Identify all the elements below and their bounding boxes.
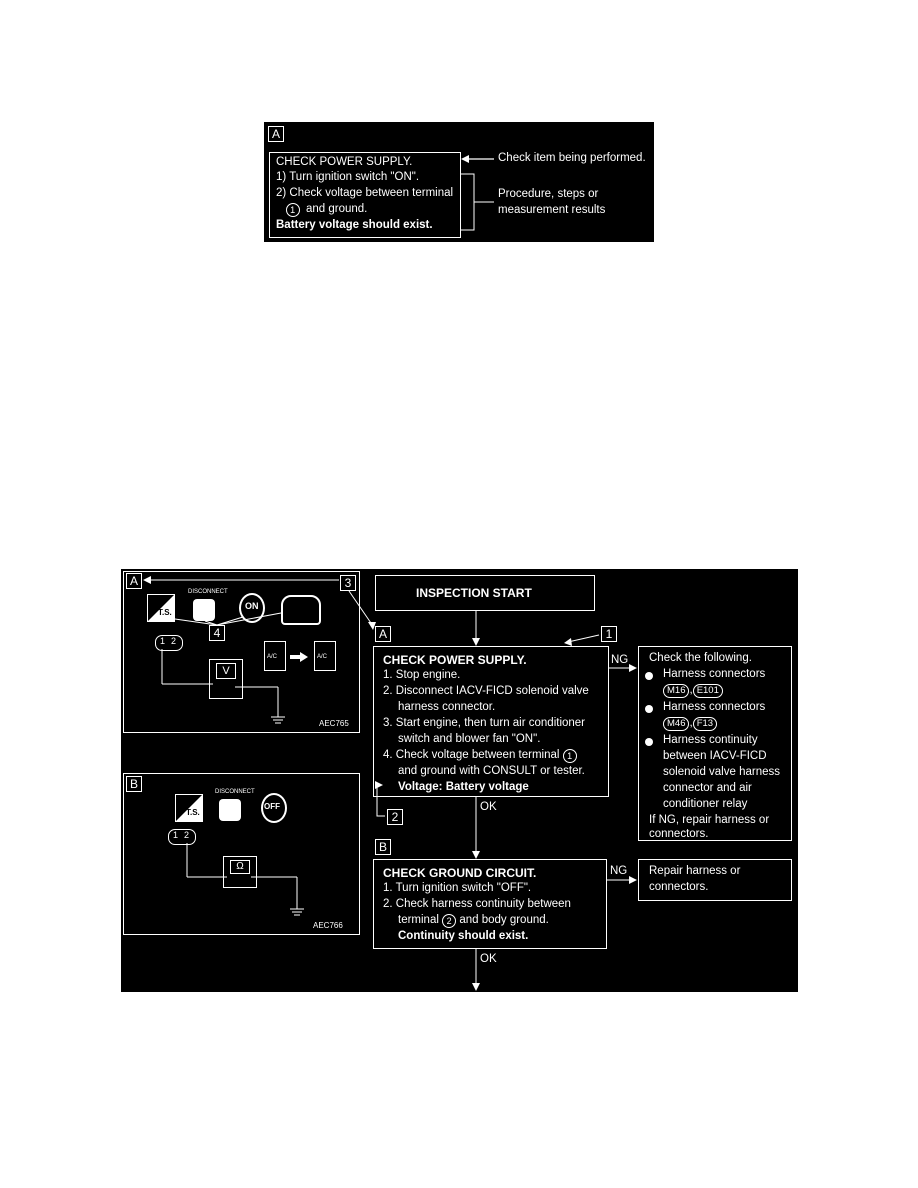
diagram-a-callout-3: 3 <box>340 575 356 591</box>
disconnect-label: DISCONNECT <box>215 789 255 795</box>
ng-a-bullet-3-line-5: conditioner relay <box>663 798 748 810</box>
step-a-2-continued: harness connector. <box>398 701 496 713</box>
legend-step-2: 2) Check voltage between terminal <box>276 187 454 199</box>
step-b-label: B <box>375 839 391 855</box>
inspection-start-label: INSPECTION START <box>416 586 532 600</box>
ts-icon: T.S. <box>175 794 203 822</box>
legend-result: Battery voltage should exist. <box>276 219 433 231</box>
step-a-title: CHECK POWER SUPPLY. <box>383 653 527 667</box>
step-b-result: Continuity should exist. <box>398 930 529 942</box>
connector-icon: 1 2 <box>168 829 196 845</box>
ng-a-repair-line-1: If NG, repair harness or <box>649 814 770 826</box>
ignition-key-off-icon: OFF <box>261 793 287 823</box>
disconnect-label: DISCONNECT <box>188 589 228 595</box>
diagram-a-label: A <box>126 573 142 589</box>
ng-a-connectors-1: M16 , E101 <box>663 684 723 698</box>
arrow-down-icon <box>472 851 480 859</box>
ng-a-connectors-2: M46 , F13 <box>663 717 717 731</box>
terminal-number-icon: 2 <box>442 914 456 928</box>
ts-icon: T.S. <box>147 594 175 622</box>
step-a-callout-2: 2 <box>387 809 403 825</box>
arrow-right-icon <box>629 876 637 884</box>
ng-label-b: NG <box>610 865 628 877</box>
arrow-right-icon <box>629 664 637 672</box>
ng-a-bullet-1: Harness connectors <box>663 668 766 680</box>
ng-a-bullet-3-line-4: connector and air <box>663 782 752 794</box>
annotation-procedure-line-2: measurement results <box>498 204 606 216</box>
legend-box-title: CHECK POWER SUPPLY. <box>276 156 413 168</box>
step-b-title: CHECK GROUND CIRCUIT. <box>383 866 537 880</box>
ng-a-repair-line-2: connectors. <box>649 828 709 840</box>
connector-m16-badge: M16 <box>663 684 689 698</box>
ng-a-bullet-3-line-3: solenoid valve harness <box>663 766 780 778</box>
arrow-down-icon <box>472 983 480 991</box>
ng-a-title: Check the following. <box>649 652 752 664</box>
voltmeter-icon: V <box>209 659 243 699</box>
diagram-a-callout-4: 4 <box>209 625 225 641</box>
connector-icon: 1 2 <box>155 635 183 651</box>
figure-code-b: AEC766 <box>313 921 343 930</box>
ng-a-bullet-3-line-1: Harness continuity <box>663 734 758 746</box>
flowchart-connectors <box>121 569 798 992</box>
ignition-key-on-icon: ON <box>239 593 265 623</box>
step-a-2: 2. Disconnect IACV-FICD solenoid valve <box>383 685 589 697</box>
arrow-down-icon <box>472 638 480 646</box>
legend-step-1: 1) Turn ignition switch "ON". <box>276 171 420 183</box>
connector-m46-badge: M46 <box>663 717 689 731</box>
ohmmeter-icon: Ω <box>223 856 257 888</box>
ok-label-a: OK <box>480 801 497 813</box>
step-b-1: 1. Turn ignition switch "OFF". <box>383 882 532 894</box>
ac-switch-on-icon: A/C <box>314 641 336 671</box>
step-b-2-continued: terminal 2 and body ground. <box>398 914 549 926</box>
terminal-number-icon: 1 <box>286 203 300 217</box>
step-b-2: 2. Check harness continuity between <box>383 898 571 910</box>
ng-a-bullet-3-line-2: between IACV-FICD <box>663 750 767 762</box>
step-a-3: 3. Start engine, then turn air conditioner <box>383 717 586 729</box>
step-a-3-continued: switch and blower fan "ON". <box>398 733 541 745</box>
step-a-4: 4. Check voltage between terminal 1 <box>383 749 577 763</box>
arrow-right-icon <box>375 781 383 789</box>
ng-label-a: NG <box>611 654 629 666</box>
arrow-down-icon <box>368 622 376 630</box>
diagram-b-label: B <box>126 776 142 792</box>
annotation-check-item: Check item being performed. <box>498 152 646 164</box>
step-a-label: A <box>375 626 391 642</box>
step-a-result: Voltage: Battery voltage <box>398 781 529 793</box>
legend-arrows <box>264 122 654 242</box>
connector-e101-badge: E101 <box>693 684 723 698</box>
annotation-procedure <box>498 186 605 218</box>
legend-step-2-tail: and ground. <box>305 203 368 215</box>
ng-b-line-1: Repair harness or <box>649 865 741 877</box>
arrow-left-icon <box>461 155 469 163</box>
step-a-4-continued: and ground with CONSULT or tester. <box>398 765 585 777</box>
arrow-left-icon <box>564 638 572 646</box>
ok-label-b: OK <box>480 953 497 965</box>
connector-f13-badge: F13 <box>693 717 717 731</box>
terminal-number-icon: 1 <box>563 749 577 763</box>
legend-label-a: A <box>268 126 284 142</box>
legend-figure <box>264 122 654 242</box>
figure-code-a: AEC765 <box>319 719 349 728</box>
diagnostic-figure <box>121 569 798 992</box>
ng-b-line-2: connectors. <box>649 881 709 893</box>
step-a-1: 1. Stop engine. <box>383 669 461 681</box>
arrow-left-icon <box>143 576 151 584</box>
step-a-callout-1: 1 <box>601 626 617 642</box>
annotation-procedure-line-1: Procedure, steps or <box>498 188 599 200</box>
ac-switch-off-icon: A/C <box>264 641 286 671</box>
ng-a-bullet-2: Harness connectors <box>663 701 766 713</box>
